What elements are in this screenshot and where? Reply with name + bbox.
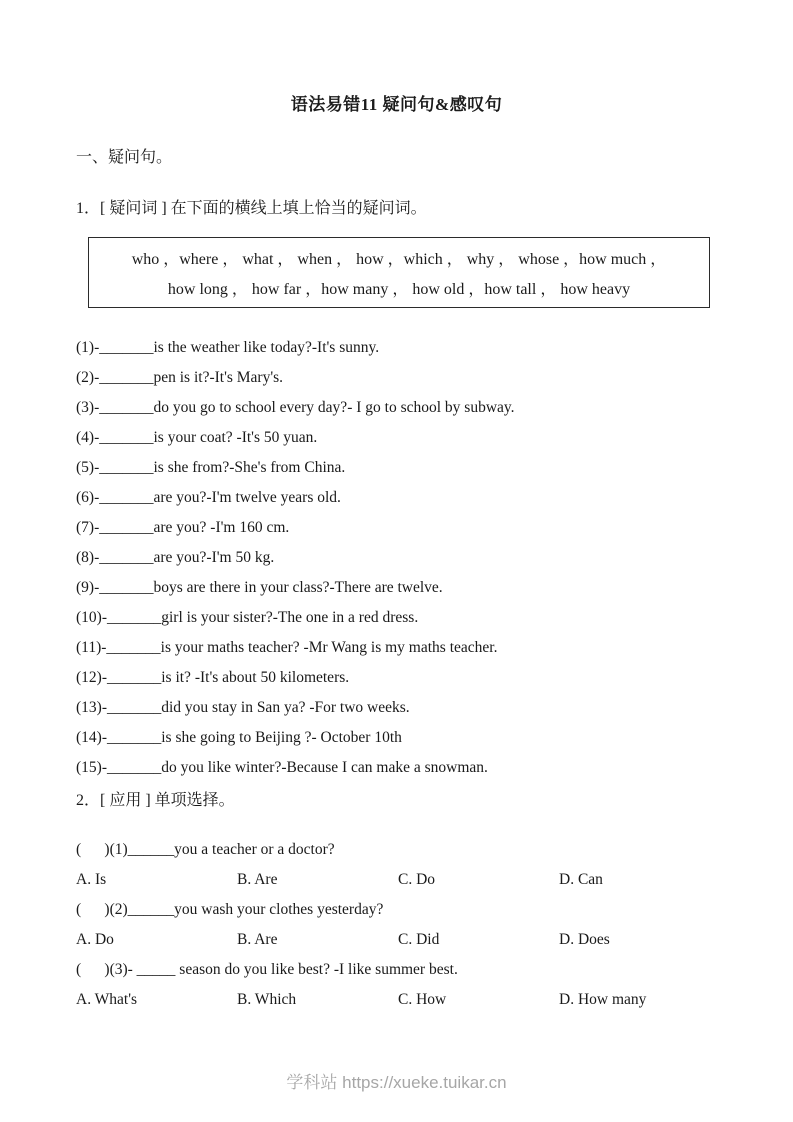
mc-question-text: ( )(3)- _____ season do you like best? -I like summer best.: [76, 961, 458, 978]
mc-question-text: ( )(2)______you wash your clothes yesterday?: [76, 901, 384, 918]
footer-watermark: [0, 1068, 793, 1093]
footer-text: 学科站 https://xueke.tuikar.cn: [286, 1073, 507, 1092]
multiple-choice-questions: [76, 835, 717, 1015]
mc-option: B. Are: [237, 871, 278, 888]
word-bank-line-1: who ，where ， what ， when ， how ，which ， why ， whose ，how much ，: [131, 250, 667, 268]
mc-option: C. Did: [398, 931, 440, 948]
fill-in-item: (2)-_______pen is it?-It's Mary's.: [76, 369, 284, 386]
mc-option: C. Do: [398, 871, 436, 888]
fill-in-item: (9)-_______boys are there in your class?-There are twelve.: [76, 579, 443, 596]
fill-in-item: (15)-_______do you like winter?-Because I can make a snowman.: [76, 759, 488, 776]
mc-options-row: [76, 865, 717, 895]
mc-option: B. Are: [237, 931, 278, 948]
fill-in-item: (3)-_______do you go to school every day?- I go to school by subway.: [76, 399, 515, 416]
mc-option: A. Is: [76, 871, 107, 888]
fill-in-items-list: [76, 333, 717, 783]
mc-option: C. How: [398, 991, 447, 1008]
fill-in-item: (6)-_______are you?-I'm twelve years old.: [76, 489, 341, 506]
fill-in-item: (4)-_______is your coat? -It's 50 yuan.: [76, 429, 318, 446]
mc-option: D. How many: [559, 991, 647, 1008]
fill-in-item: (13)-_______did you stay in San ya? -For two weeks.: [76, 699, 410, 716]
question2-heading: 2．[ 应用 ] 单项选择。: [76, 792, 235, 809]
fill-in-item: (8)-_______are you?-I'm 50 kg.: [76, 549, 275, 566]
mc-option: D. Does: [559, 931, 610, 948]
fill-in-item: (14)-_______is she going to Beijing ?- October 10th: [76, 729, 402, 746]
fill-in-item: (1)-_______is the weather like today?-It's sunny.: [76, 339, 380, 356]
fill-in-item: (5)-_______is she from?-She's from China.: [76, 459, 346, 476]
mc-option: A. Do: [76, 931, 114, 948]
page-title: 语法易错11 疑问句&感叹句: [290, 95, 503, 114]
mc-options-row: [76, 925, 717, 955]
mc-options-row: [76, 985, 717, 1015]
fill-in-item: (10)-_______girl is your sister?-The one in a red dress.: [76, 609, 419, 626]
question1-heading: 1．[ 疑问词 ] 在下面的横线上填上恰当的疑问词。: [76, 200, 427, 217]
fill-in-item: (12)-_______is it? -It's about 50 kilometers.: [76, 669, 350, 686]
mc-option: A. What's: [76, 991, 138, 1008]
word-bank-line-2: how long ， how far ，how many ， how old ，how tall ， how heavy: [167, 281, 631, 299]
word-bank-box: [88, 237, 710, 308]
fill-in-item: (7)-_______are you? -I'm 160 cm.: [76, 519, 290, 536]
section-one-heading: 一、疑问句。: [76, 149, 173, 166]
mc-option: D. Can: [559, 871, 603, 888]
mc-question-text: ( )(1)______you a teacher or a doctor?: [76, 841, 335, 858]
mc-option: B. Which: [237, 991, 297, 1008]
fill-in-item: (11)-_______is your maths teacher? -Mr Wang is my maths teacher.: [76, 639, 498, 656]
